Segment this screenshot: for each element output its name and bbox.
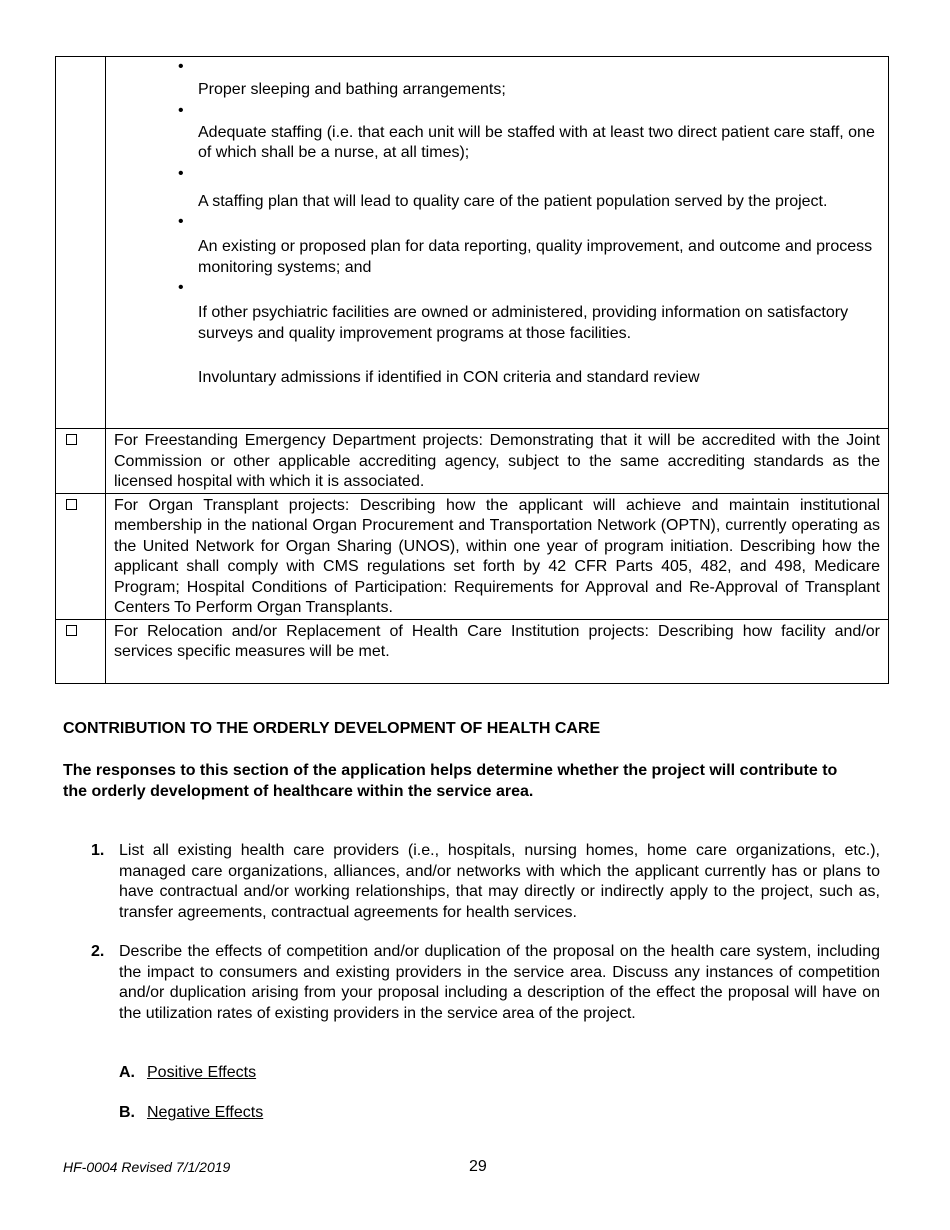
page-number: 29 [469,1158,487,1175]
list-item [106,57,888,101]
list-item [106,278,888,344]
item-text: List all existing health care providers (i.e., hospitals, nursing homes, home care organizations, etc.), managed care organizations, alliances, and/or networks with which the applicant currently has or plans to have contractual and/or working relationships, that may directly or indirectly apply to the project, such as, transfer agreements, contractual agreements for health services. [119,842,880,921]
requirements-table [55,56,889,684]
item-number: 1. [91,842,105,859]
sub-item-negative-effects [119,1103,263,1124]
bullet-icon: • [178,58,184,75]
list-item [106,164,888,213]
form-id: HF-0004 Revised 7/1/2019 [63,1159,231,1175]
item-text: Describe the effects of competition and/or duplication of the proposal on the health care system, including the impact to consumers and existing providers in the service area. Discuss any instances of competition and/or duplication arising from your proposal including a description of the effect the proposal will have on the utilization rates of existing providers in the service area of the project. [119,943,880,1022]
empty-checkbox-cell [56,57,106,429]
checkbox-cell [56,429,106,494]
bullet-icon: • [178,101,184,119]
bullet-icon: • [178,213,184,230]
bullet-icon: • [178,279,184,296]
list-item-text: Adequate staffing (i.e. that each unit will be staffed with at least two direct patient care staff, one of which shall be a nurse, at all times); [198,123,875,161]
table-row [56,429,889,494]
table-row [56,57,889,429]
numbered-item [63,841,880,923]
checkbox-icon[interactable] [66,434,77,445]
sub-item-label: Negative Effects [147,1104,264,1121]
list-item [106,212,888,278]
list-item-text: Proper sleeping and bathing arrangements; [198,81,506,98]
relocation-text: For Relocation and/or Replacement of Health Care Institution projects: Describing how facility and/or services specific measures will be met. [106,619,889,683]
involuntary-admissions-line: Involuntary admissions if identified in CON criteria and standard review [198,369,700,386]
emergency-department-text: For Freestanding Emergency Department projects: Demonstrating that it will be accredited with the Joint Commission or other applicable accrediting agency, subject to the same accrediting standards as the licensed hospital with which it is associated. [106,429,889,494]
checkbox-cell [56,619,106,683]
table-row [56,619,889,683]
sub-item-label: Positive Effects [147,1064,257,1081]
list-item [106,101,888,164]
bullet-list-cell [106,57,889,429]
checkbox-icon[interactable] [66,499,77,510]
bullet-list [106,57,888,344]
checkbox-icon[interactable] [66,625,77,636]
sub-item-letter: A. [119,1064,135,1081]
list-item-text: A staffing plan that will lead to quality care of the patient population served by the project. [198,192,828,210]
sub-item-positive-effects [119,1063,256,1084]
list-item-text: An existing or proposed plan for data reporting, quality improvement, and outcome and process monitoring systems; and [198,238,873,276]
section-intro: The responses to this section of the application helps determine whether the project will contribute to the orderly development of healthcare within the service area. [63,762,838,800]
bullet-icon: • [178,164,184,182]
sub-item-letter: B. [119,1104,135,1121]
numbered-item [63,942,880,1024]
table-row [56,493,889,619]
item-number: 2. [91,943,105,960]
checkbox-cell [56,493,106,619]
list-item-text: If other psychiatric facilities are owned or administered, providing information on satisfactory surveys and quality improvement programs at those facilities. [198,304,849,342]
section-heading: CONTRIBUTION TO THE ORDERLY DEVELOPMENT OF HEALTH CARE [63,720,601,737]
organ-transplant-text: For Organ Transplant projects: Describing how the applicant will achieve and maintain institutional membership in the national Organ Procurement and Transportation Network (OPTN), currently operating as the United Network for Organ Sharing (UNOS), within one year of program initiation. Describing how the applicant shall comply with CMS regulations set forth by 42 CFR Parts 405, 482, and 498, Medicare Program; Hospital Conditions of Participation: Requirements for Approval and Re-Approval of Transplant Centers To Perform Organ Transplants. [106,493,889,619]
